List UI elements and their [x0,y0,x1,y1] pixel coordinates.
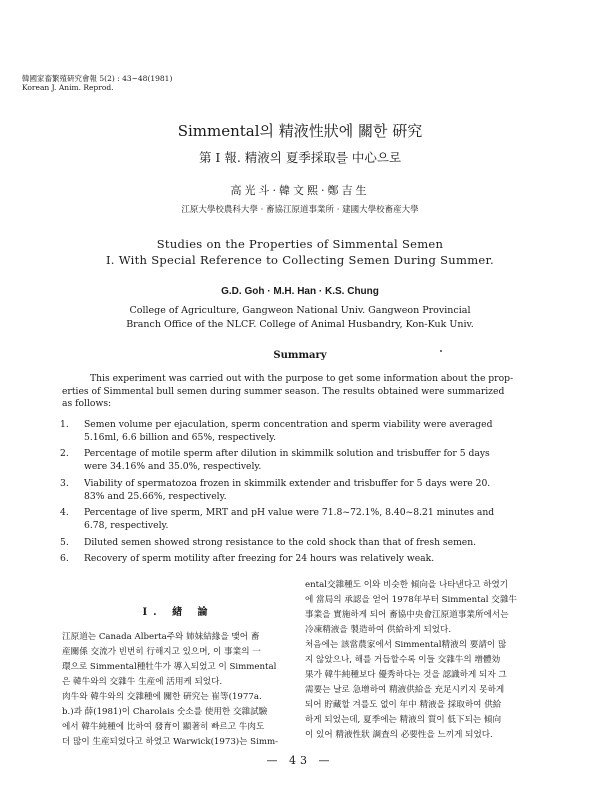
body-column-right [305,578,567,743]
summary-results-list [60,419,570,570]
body-line: 하게 되었는데, 夏季에는 精液의 質이 低下되는 傾向 [305,715,502,725]
korean-authors: 高光斗·韓文熙·鄭吉生 [230,184,370,197]
body-line: 冷凍精液을 製造하여 供給하게 되었다. [305,625,452,635]
item-line: 6.78, respectively. [84,519,169,531]
item-line: 83% and 25.66%, respectively. [84,490,227,502]
print-dot-mark [440,350,442,352]
body-line: 江原道는 Canada Alberta주와 姉妹結緣을 맺어 畜 [62,632,260,642]
body-line: 지 않았으나, 해를 거듭할수록 이들 交雜牛의 增體効 [305,655,501,665]
body-line: 事業을 實施하게 되어 畜協中央會江原道事業所에서는 [305,610,509,620]
english-affiliation-line2: Branch Office of the NLCF. College of Animal Husbandry, Kon-Kuk Univ. [126,319,474,330]
body-line: 더 많이 生産되었다고 하였고 Warwick(1973)는 Simm- [62,737,279,747]
item-number: 3. [60,477,69,489]
summary-result-item [60,478,570,504]
item-line: Recovery of sperm motility after freezing for 24 hours was relatively weak. [84,553,435,565]
item-number: 1. [60,419,69,430]
section-heading-introduction: I. 緖 論 [142,607,214,618]
body-line: 環으로 Simmental種牡牛가 導入되었고 이 Simmental [62,662,277,672]
summary-result-item [60,419,570,445]
item-line: Percentage of live sperm, MRT and pH value were 71.8~72.1%, 8.40~8.21 minutes and [84,507,495,519]
item-line: were 34.16% and 35.0%, respectively. [84,461,262,473]
english-affiliation [0,304,600,332]
body-line: 되어 貯藏할 겨를도 없이 年中 精液을 採取하여 供給 [305,700,502,710]
body-line: 에서 韓牛純種에 比하여 發育이 顯著히 빠르고 牛肉도 [62,722,265,732]
body-line: 果가 韓牛純種보다 優秀하다는 것을 認識하게 되자 그 [305,670,507,680]
journal-citation [22,74,172,92]
body-line: 은 韓牛와의 交雜牛 生産에 活用케 되었다. [62,677,223,687]
summary-heading: Summary [273,350,327,361]
korean-subtitle: 第 I 報. 精液의 夏季採取를 中心으로 [198,150,402,165]
summary-result-item [60,553,570,566]
item-number: 6. [60,553,69,565]
body-column-left [62,630,294,750]
journal-citation-line1: 韓國家畜繁殖硏究會報 5(2) : 43~48(1981) [22,74,173,83]
item-line: Percentage of motile sperm after dilution in skimmilk solution and trisbuffer for 5 days [84,448,490,460]
summary-result-item [60,507,570,533]
item-number: 4. [60,507,69,519]
body-line: 이 있어 精液性狀 調査의 必要性을 느끼게 되었다. [305,730,493,740]
korean-affiliation: 江原大學校農科大學 · 畜協江原道事業所 · 建國大學校畜産大學 [181,205,419,215]
item-line: 5.16ml, 6.6 billion and 65%, respectively. [84,431,277,443]
summary-intro-line: This experiment was carried out with the purpose to get some information about the prop- [90,373,514,384]
body-line: 처음에는 該當農家에서 Simmental精液의 要請이 많 [305,640,507,650]
body-line: ental交雜種도 이와 비슷한 傾向을 나타낸다고 하였기 [305,580,509,590]
english-title-line2: I. With Special Reference to Collecting Semen During Summer. [105,253,495,267]
body-line: 産關係 交流가 빈번히 行해지고 있으며, 이 事業의 一 [62,647,261,657]
item-line: Semen volume per ejaculation, sperm concentration and sperm viability were averaged [84,419,493,430]
summary-intro [62,373,562,411]
item-number: 2. [60,448,69,460]
journal-citation-line2: Korean J. Anim. Reprod. [22,83,114,92]
english-title [0,236,600,268]
summary-intro-line: erties of Simmental bull semen during summer season. The results obtained were summarized [62,385,505,397]
english-authors: G.D. Goh · M.H. Han · K.S. Chung [221,286,379,297]
summary-result-item [60,448,570,474]
item-number: 5. [60,536,69,548]
item-line: Viability of spermatozoa frozen in skimmilk extender and trisbuffer for 5 days were 20. [84,477,491,489]
english-affiliation-line1: College of Agriculture, Gangweon National Univ. Gangweon Provincial [129,305,471,316]
page-number: — 43 — [266,754,334,767]
summary-result-item [60,537,570,550]
body-line: 에 當局의 承認을 얻어 1978年부터 Simmental 交雜牛 [305,595,518,605]
english-title-line1: Studies on the Properties of Simmental Semen [156,237,444,251]
body-line: 需要는 날로 急增하여 精液供給을 充足시키지 못하게 [305,685,505,695]
item-line: Diluted semen showed strong resistance to the cold shock than that of fresh semen. [84,536,477,548]
body-line: b.)과 薛(1981)이 Charolais 숫소를 使用한 交雜試驗 [62,707,268,717]
korean-title: Simmental의 精液性狀에 關한 硏究 [177,122,423,140]
summary-intro-line: as follows: [62,398,112,409]
body-line: 肉牛와 韓牛와의 交雜種에 關한 硏究는 崔等(1977a. [62,692,262,702]
